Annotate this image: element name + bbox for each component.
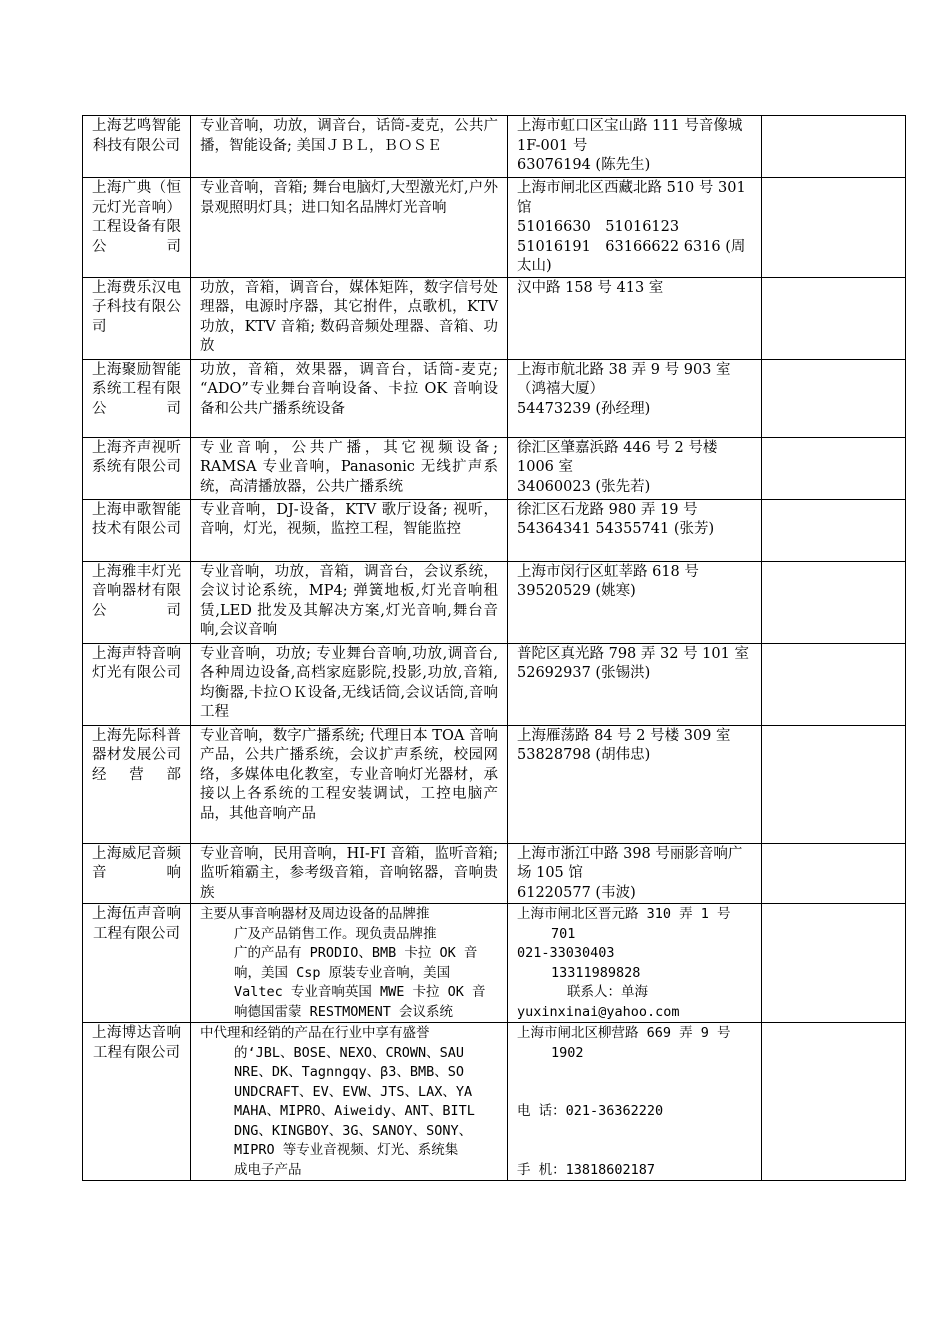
address-line: 上海雁荡路 84 号 2 号楼 309 室 xyxy=(517,727,731,744)
table-row xyxy=(83,116,906,178)
address-line: 701 xyxy=(551,925,576,942)
company-name: 上海艺鸣智能科技有限公司 xyxy=(83,116,191,178)
products-description: 专业音响，数字广播系统; 代理日本 TOA 音响产品，公共广播系统，会议扩声系统，校园网络，多媒体电化教室，专业音响灯光器材，承接以上各系统的工程安装调试，工控电脑产品，其他音响产品 xyxy=(191,725,508,843)
mobile-line: 手 机：13818602187 xyxy=(517,1161,656,1178)
table-row xyxy=(83,1023,906,1181)
products-description: 专业音响，民用音响，HI-FI 音箱，监听音箱; 监听箱霸主，参考级音箱，音响铭器，音响贵族 xyxy=(191,843,508,904)
address-line: 上海市闸北区西藏北路 510 号 301 馆 xyxy=(517,180,751,216)
note-cell xyxy=(762,725,906,843)
products-line: 响，美国 Csp 原装专业音响，美国 xyxy=(234,964,451,981)
address-line: 徐汇区肇嘉浜路 446 号 2 号楼 1006 室 xyxy=(517,439,722,475)
spacer-line xyxy=(517,1141,752,1161)
table-row xyxy=(83,904,906,1023)
note-cell xyxy=(762,116,906,178)
table-row xyxy=(83,643,906,725)
address-contact xyxy=(508,437,762,499)
address-contact xyxy=(508,1023,762,1181)
address-line: 上海市闸北区晋元路 310 弄 1 号 xyxy=(517,906,731,922)
table-row xyxy=(83,178,906,278)
spacer-line xyxy=(517,1083,752,1103)
products-line: 的‘JBL、BOSE、NEXO、CROWN、SAU xyxy=(234,1044,465,1061)
company-name: 上海威尼音频音响 xyxy=(83,843,191,904)
products-line: 中代理和经销的产品在行业中享有盛誉 xyxy=(200,1025,430,1041)
address-contact xyxy=(508,643,762,725)
note-cell xyxy=(762,359,906,437)
contact-person: 联系人：单海 xyxy=(567,984,648,1000)
address-line: 上海市浙江中路 398 号丽影音响广场 105 馆 xyxy=(517,845,743,881)
email-line: yuxinxinai@yahoo.com xyxy=(517,1003,680,1020)
company-name: 上海费乐汉电子科技有限公司 xyxy=(83,277,191,359)
address-contact xyxy=(508,277,762,359)
products-line: MAHA、MIPRO、Aiweidy、ANT、BITL xyxy=(234,1103,475,1119)
products-line: 成电子产品 xyxy=(234,1161,302,1178)
products-description: 专业音响，公共广播，其它视频设备; RAMSA 专业音响，Panasonic 无线扩声系统，高清播放器，公共广播系统 xyxy=(191,437,508,499)
phone-line: 电 话：021-36362220 xyxy=(517,1103,664,1119)
company-name: 上海博达音响工程有限公司 xyxy=(83,1023,191,1181)
phone-line: 51016630 51016123 51016191 63166622 6316 (周太山) xyxy=(517,219,746,274)
address-contact xyxy=(508,725,762,843)
products-line: DNG、KINGBOY、3G、SANOY、SONY、 xyxy=(234,1122,473,1139)
phone-line: 61220577 (韦波) xyxy=(517,884,636,901)
phone-line: 63076194 (陈先生) xyxy=(517,157,651,173)
note-cell xyxy=(762,499,906,561)
phone-line: 39520529 (姚寒) xyxy=(517,583,636,599)
address-contact xyxy=(508,904,762,1023)
products-line: NRE、DK、Tagnngqy、β3、BMB、SO xyxy=(234,1064,465,1080)
table-row xyxy=(83,561,906,643)
supplier-directory-table xyxy=(82,115,906,1181)
table-row xyxy=(83,359,906,437)
phone-line: 54473239 (孙经理) xyxy=(517,400,651,417)
phone-line: 53828798 (胡伟忠) xyxy=(517,747,651,763)
phone-line: 54364341 54355741 (张芳) xyxy=(517,521,715,537)
note-cell xyxy=(762,561,906,643)
note-cell xyxy=(762,178,906,278)
address-line: 上海市航北路 38 弄 9 号 903 室（鸿禧大厦） xyxy=(517,361,731,397)
table-row xyxy=(83,277,906,359)
products-description: 专业音响，功放，调音台，话筒-麦克，公共广播，智能设备; 美国ＪＢＬ，ＢＯＳＥ xyxy=(191,116,508,178)
products-line: UNDCRAFT、EV、EVW、JTS、LAX、YA xyxy=(234,1083,473,1100)
address-contact xyxy=(508,499,762,561)
products-description: 专业音响，功放，音箱，调音台，会议系统，会议讨论系统，MP4; 弹簧地板,灯光音响租赁,LED 批发及其解决方案,灯光音响,舞台音响,会议音响 xyxy=(191,561,508,643)
address-contact xyxy=(508,178,762,278)
products-line: 响德国雷蒙 RESTMOMENT 会议系统 xyxy=(234,1003,454,1020)
products-description: 功放，音箱，效果器，调音台，话筒-麦克; “ADO”专业舞台音响设备、卡拉 OK 音响设备和公共广播系统设备 xyxy=(191,359,508,437)
address-contact xyxy=(508,561,762,643)
phone-line: 34060023 (张先若) xyxy=(517,478,651,495)
address-line: 上海市虹口区宝山路 111 号音像城 1F-001 号 xyxy=(517,118,748,154)
company-name: 上海聚励智能系统工程有限公司 xyxy=(83,359,191,437)
company-name: 上海先际科普器材发展公司经营部 xyxy=(83,725,191,843)
note-cell xyxy=(762,643,906,725)
company-name: 上海申歌智能技术有限公司 xyxy=(83,499,191,561)
products-description xyxy=(191,1023,508,1181)
products-line: Valtec 专业音响英国 MWE 卡拉 OK 音 xyxy=(234,984,486,1000)
spacer-line xyxy=(517,1063,752,1083)
address-line: 上海市闵行区虹莘路 618 号 xyxy=(517,563,699,580)
table-row xyxy=(83,499,906,561)
company-name: 上海声特音响灯光有限公司 xyxy=(83,643,191,725)
products-description: 专业音响，功放; 专业舞台音响,功放,调音台,各种周边设备,高档家庭影院,投影,功放,音箱,均衡器,卡拉ＯＫ设备,无线话筒,会议话筒,音响工程 xyxy=(191,643,508,725)
note-cell xyxy=(762,277,906,359)
phone-line: 021-33030403 xyxy=(517,945,615,961)
products-line: 主要从事音响器材及周边设备的品牌推 xyxy=(200,906,430,922)
address-contact xyxy=(508,359,762,437)
products-description: 专业音响，音箱; 舞台电脑灯,大型激光灯,户外景观照明灯具；进口知名品牌灯光音响 xyxy=(191,178,508,278)
company-name: 上海广典（恒元灯光音响）工程设备有限公司 xyxy=(83,178,191,278)
table-row xyxy=(83,843,906,904)
company-name: 上海伍声音响工程有限公司 xyxy=(83,904,191,1023)
address-line: 汉中路 158 号 413 室 xyxy=(517,279,664,296)
address-line: 普陀区真光路 798 弄 32 号 101 室 xyxy=(517,645,749,662)
spacer-line xyxy=(517,1122,752,1142)
address-contact xyxy=(508,843,762,904)
address-line: 1902 xyxy=(551,1044,584,1061)
table-row xyxy=(83,437,906,499)
address-contact xyxy=(508,116,762,178)
products-description xyxy=(191,904,508,1023)
table-row xyxy=(83,725,906,843)
products-description: 专业音响，DJ-设备，KTV 歌厅设备; 视听，音响，灯光，视频，监控工程，智能监控 xyxy=(191,499,508,561)
note-cell xyxy=(762,1023,906,1181)
products-line: 广及产品销售工作。现负责品牌推 xyxy=(234,925,437,942)
phone-line: 13311989828 xyxy=(551,964,641,981)
address-line: 徐汇区石龙路 980 弄 19 号 xyxy=(517,501,698,518)
company-name: 上海齐声视听系统有限公司 xyxy=(83,437,191,499)
products-description: 功放，音箱，调音台，媒体矩阵，数字信号处理器，电源时序器，其它拊件，点歌机，KTV 功放，KTV 音箱; 数码音频处理器、音箱、功放 xyxy=(191,277,508,359)
products-line: 广的产品有 PRODIO、BMB 卡拉 OK 音 xyxy=(234,945,478,961)
address-line: 上海市闸北区柳营路 669 弄 9 号 xyxy=(517,1025,731,1041)
note-cell xyxy=(762,904,906,1023)
products-line: MIPRO 等专业音视频、灯光、系统集 xyxy=(234,1142,459,1158)
note-cell xyxy=(762,843,906,904)
company-name: 上海雅丰灯光音响器材有限公司 xyxy=(83,561,191,643)
note-cell xyxy=(762,437,906,499)
phone-line: 52692937 (张锡洪) xyxy=(517,665,651,681)
